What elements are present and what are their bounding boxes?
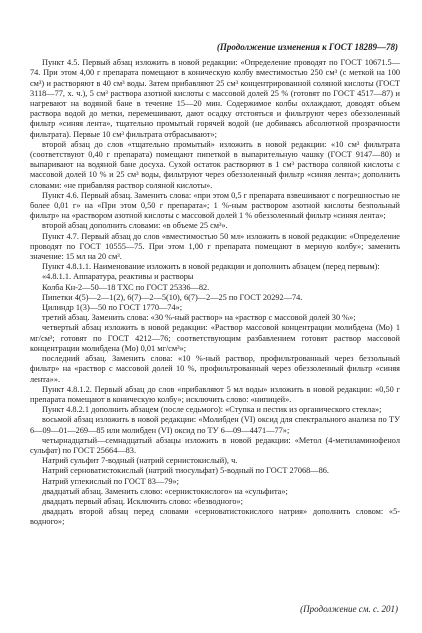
paragraph: Натрий серноватистокислый (натрий тиосульфат) 5-водный по ГОСТ 27068—86. (42, 466, 329, 476)
paragraph: двадцать второй абзац перед словами «серноватистокислого натрия» дополнить словом: «5-водного»; (30, 507, 400, 527)
paragraph: четырнадцатый—семнадцатый абзацы изложить в новой редакции: «Метол (4-метиламинофенол сульфат) по ГОСТ 25664—83. (30, 435, 400, 455)
paragraph: двадцать первый абзац. Исключить слово: «безводного»; (42, 496, 243, 506)
document-body (30, 58, 400, 527)
paragraph: двадцатый абзац. Заменить слово: «сернистокислого» на «сульфита»; (42, 486, 288, 496)
paragraph: Натрий сульфит 7-водный (натрий сернистокислый), ч. (42, 456, 238, 466)
paragraph: Пункт 4.8.2.1 дополнить абзацем (после седьмого): «Ступка и пестик из органического стекла»; (42, 405, 382, 415)
paragraph: четвертый абзац изложить в новой редакции: «Раствор массовой концентрации молибдена (Мо) 1 мг/см³; готовят по ГОСТ 4212—76; соответствующим разбавлением готовят раствор массовой концентрации молибдена (Мо) 0,01 мг/см³»; (30, 323, 400, 353)
paragraph: Пипетки 4(5)—2—1(2), 6(7)—2—5(10), 6(7)—2—25 по ГОСТ 20292—74. (42, 292, 303, 302)
paragraph: Пункт 4.8.1.1. Наименование изложить в новой редакции и дополнить абзацем (перед первым): (42, 262, 380, 272)
paragraph: третий абзац. Заменить слова: «30 %-ный раствор» на «раствор с массовой долей 30 %»; (42, 313, 356, 323)
paragraph: Пункт 4.6. Первый абзац. Заменить слова: «при этом 0,5 г препарата взвешивают с погрешностью не более 0,01 г» на «При этом 0,50 г препарата»; 1 %-ным раствором азотной кислоты безпольный фильтр» на «раствором азотной кислоты с массовой долей 1 % обеззоленный фильтр «синяя лента»; (30, 190, 400, 221)
paragraph: последний абзац. Заменить слова: «10 %-ный раствор, профильтрованный через беззольный фильтр» на «раствор с массовой долей 10 %, профильтрованный через обеззоленный фильтр «синяя лента»». (30, 354, 400, 384)
paragraph: Пункт 4.5. Первый абзац изложить в новой редакции: «Определение проводят по ГОСТ 10671.5—74. При этом 4,00 г препарата помещают в коническую колбу вместимостью 250 см³ (с меткой на 100 см³) и растворяют в 40 см³ воды. Затем прибавляют 25 см³ концентрированной соляной кислоты (ГОСТ 3118—77, х. ч.), 5 см³ раствора азотной кислоты с массовой долей 25 % (готовят по ГОСТ 4517—87) и нагревают на водяной бане в течение 15—20 мин. Содержимое колбы охлаждают, доводят объем раствора водой до метки, перемешивают, дают осадку отстояться и фильтруют через обеззоленный фильтр «синяя лента», тщательно промытый горячей водой (не добиваясь абсолютной прозрачности фильтрата). Первые 10 см³ фильтрата отбрасывают»; (30, 58, 400, 139)
paragraph: Пункт 4.8.1.2. Первый абзац до слов «прибавляют 5 мл воды» изложить в новой редакции: «0,50 г препарата помещают в коническую колбу»; исключить слово: «нипицей». (30, 384, 400, 404)
paragraph: «4.8.1.1. Аппаратура, реактивы и растворы (42, 272, 194, 282)
paragraph: Пункт 4.7. Первый абзац до слов «вместимостью 50 мл» изложить в новой редакции: «Определение проводят по ГОСТ 10555—75. При этом 1,00 г препарата помещают в мерную колбу»; заменить значение: 15 мл на 20 см³. (30, 231, 400, 262)
paragraph: восьмой абзац изложить в новой редакции: «Молибден (VI) оксид для спектрального анализа по ТУ 6—09—01—269—85 или молибден (VI) оксид по ТУ 6—09—4471—77»; (30, 415, 400, 435)
paragraph: второй абзац дополнить словами: «в объеме 25 см³». (42, 221, 228, 231)
paragraph: Натрий углекислый по ГОСТ 83—79»; (42, 476, 179, 486)
paragraph: Цилиндр 1(3)—50 по ГОСТ 1770—74»; (42, 303, 183, 313)
page-footer: (Продолжение см. с. 201) (300, 604, 398, 614)
paragraph: Колба Кн-2—50—18 ТХС по ГОСТ 25336—82. (42, 282, 210, 292)
paragraph: второй абзац до слов «тщательно промытый» изложить в новой редакции: «10 см³ фильтрата (соответствуют 0,40 г препарата) помещают пипеткой в выпарительную чашку (ГОСТ 9147—80) и выпаривают на водяной бане досуха. Сухой остаток растворяют в 1 см³ раствора соляной кислоты с массовой долей 10 % и 25 см³ воды, фильтруют через обеззоленный фильтр «синяя лента»; дополнить словами: «не прибавляя раствор соляной кислоты». (30, 139, 400, 190)
page-header: (Продолжение изменения к ГОСТ 18289—78) (216, 42, 398, 52)
